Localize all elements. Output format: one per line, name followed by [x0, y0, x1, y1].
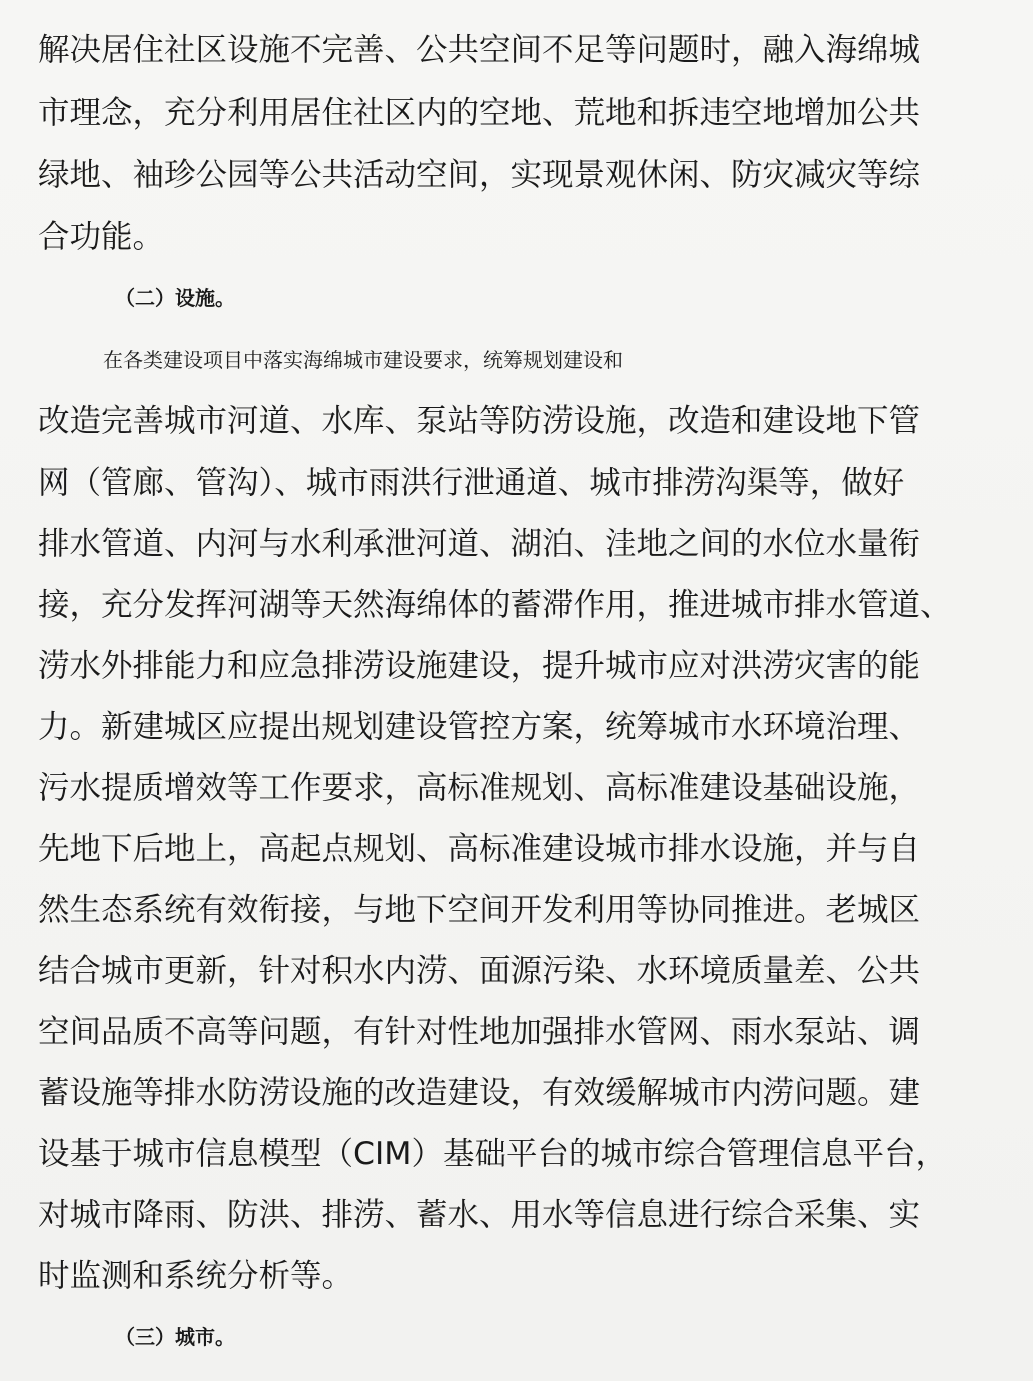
paragraph-2-line-7: 力。新建城区应提出规划建设管控方案，统筹城市水环境治理、	[38, 709, 921, 745]
paragraph-1-line-2: 市理念，充分利用居住社区内的空地、荒地和拆违空地增加公共	[38, 95, 921, 131]
paragraph-2-line-16: 时监测和系统分析等。	[38, 1258, 354, 1294]
paragraph-2-line-12: 空间品质不高等问题，有针对性地加强排水管网、雨水泵站、调	[38, 1014, 921, 1050]
paragraph-2-line-5: 接，充分发挥河湖等天然海绵体的蓄滞作用，推进城市排水管道、	[38, 587, 952, 623]
paragraph-2-line-13: 蓄设施等排水防涝设施的改造建设，有效缓解城市内涝问题。建	[38, 1075, 921, 1111]
paragraph-2-line-15: 对城市降雨、防洪、排涝、蓄水、用水等信息进行综合采集、实	[38, 1197, 921, 1233]
paragraph-2-line-4: 排水管道、内河与水利承泄河道、湖泊、洼地之间的水位水量衔	[38, 526, 921, 562]
paragraph-2-line-1: 在各类建设项目中落实海绵城市建设要求，统筹规划建设和	[103, 348, 623, 372]
paragraph-2-line-10: 然生态系统有效衔接，与地下空间开发利用等协同推进。老城区	[38, 892, 921, 928]
section-heading-city: （三）城市。	[115, 1325, 235, 1349]
paragraph-2-line-3: 网（管廊、管沟）、城市雨洪行泄通道、城市排涝沟渠等，做好	[38, 465, 905, 501]
paragraph-2-line-8: 污水提质增效等工作要求，高标准规划、高标准建设基础设施，	[38, 770, 921, 806]
paragraph-2-line-9: 先地下后地上，高起点规划、高标准建设城市排水设施，并与自	[38, 831, 921, 867]
paragraph-2-line-11: 结合城市更新，针对积水内涝、面源污染、水环境质量差、公共	[38, 953, 921, 989]
paragraph-1-line-1: 解决居住社区设施不完善、公共空间不足等问题时，融入海绵城	[38, 32, 921, 68]
paragraph-1-line-3: 绿地、袖珍公园等公共活动空间，实现景观休闲、防灾减灾等综	[38, 157, 921, 193]
paragraph-2-line-14: 设基于城市信息模型（CIM）基础平台的城市综合管理信息平台，	[38, 1136, 947, 1172]
paragraph-2-line-6: 涝水外排能力和应急排涝设施建设，提升城市应对洪涝灾害的能	[38, 648, 921, 684]
paragraph-2-line-2: 改造完善城市河道、水库、泵站等防涝设施，改造和建设地下管	[38, 403, 921, 439]
section-heading-facilities: （二）设施。	[115, 286, 235, 310]
paragraph-1-line-4: 合功能。	[38, 219, 165, 255]
